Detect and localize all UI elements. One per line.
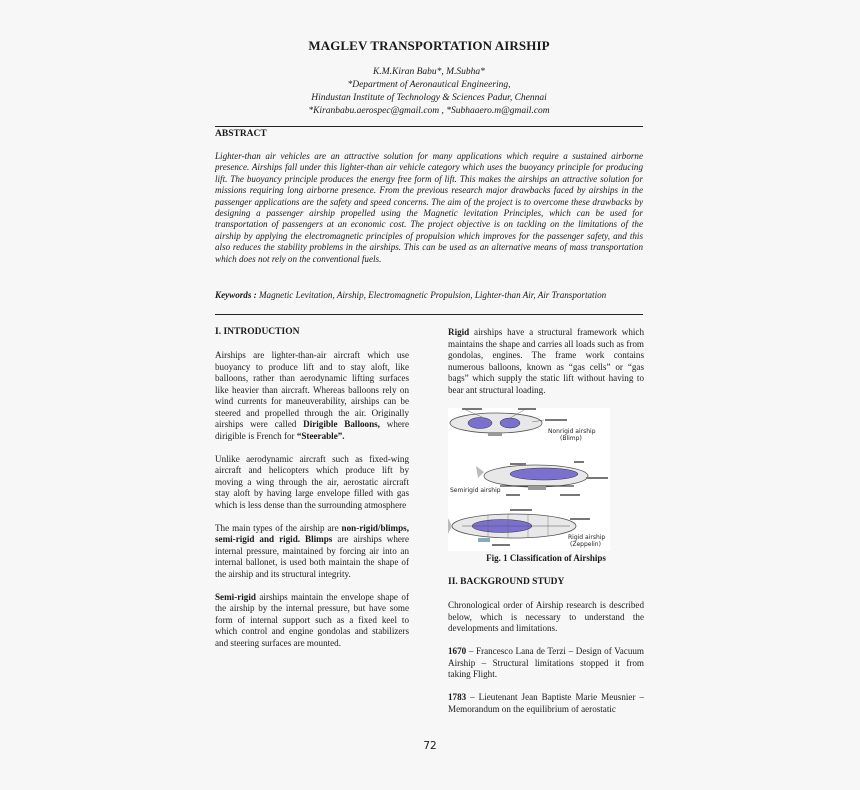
intro-paragraph-4: Semi-rigid airships maintain the envelope shape of the airship by the internal pressure, but have some form of internal support such as a fixed keel to which control and engine gondolas and stabilizers and steering surfaces are mounted. [215, 591, 409, 648]
abstract-body: Lighter-than air vehicles are an attractive solution for many applications which require a sustained airborne presence. Airships fall under this lighter-than air vehicle category which uses the buoyancy principle for producing lift. The buoyancy principle produces the energy free form of lift. This makes the airships an attractive solution for missions requiring long airborne presence. From the previous research major drawbacks faced by airships in the passenger applications are the safety and speed concerns. The aim of the project is to overcome these drawbacks by designing a passenger airship propelled using the Magnetic levitation Principles, which can be used for transportation of passengers at an economic cost. The project objective is on tackling on the limitations of the airship by applying the electromagnetic principles of propulsion which improves for the passenger safety, and this also reduces the stability problems in the airships. This can be used as an alternative means of mass transportation which does not rely on the conventional fuels. [215, 151, 643, 264]
page-number: 72 [423, 740, 437, 752]
keywords-text: Magnetic Levitation, Airship, Electromagnetic Propulsion, Lighter-than Air, Air Transportation [256, 290, 607, 300]
section-heading-background: II. BACKGROUND STUDY [448, 577, 565, 587]
rigid-sublabel: (Zeppelin) [570, 540, 601, 548]
intro-paragraph-2: Unlike aerodynamic aircraft such as fixed-wing aircraft and helicopters which produce lift by moving a wing through the air, aerostatic aircraft stay aloft by having large envelope filled with gas which is less dense than the surrounding atmosphere [215, 453, 409, 510]
section-heading-introduction: I. INTRODUCTION [215, 327, 300, 337]
airship-classification-figure [448, 408, 610, 551]
nonrigid-sublabel: (Blimp) [560, 434, 582, 442]
nonrigid-label: Nonrigid airship [548, 427, 596, 435]
keywords-line [215, 290, 643, 301]
background-entry-1783: 1783 – Lieutenant Jean Baptiste Marie Meusnier – Memorandum on the equilibrium of aerostatic [448, 692, 644, 714]
rigid-paragraph: Rigid airships have a structural framework which maintains the shape and carries all loads such as from gondolas, engines. The frame work contains numerous balloons, known as “gas cells” or “gas bags” which supply the static lift without having to bear ant structural loading. [448, 327, 644, 395]
right-column [448, 327, 644, 727]
author-names: K.M.Kiran Babu*, M.Subha* [373, 67, 485, 77]
abstract-heading: ABSTRACT [215, 129, 267, 139]
paper-title: MAGLEV TRANSPORTATION AIRSHIP [308, 38, 550, 53]
semirigid-label: Semirigid airship [450, 486, 501, 494]
intro-paragraph-3: The main types of the airship are non-rigid/blimps, semi-rigid and rigid. Blimps are airships where internal pressure, maintained by forcing air into an internal ballonet, is used both maintain the shape of the airship and its structural integrity. [215, 522, 409, 579]
abstract-top-rule [215, 126, 643, 127]
keywords-label: Keywords : [215, 290, 257, 300]
left-column [215, 327, 409, 661]
rigid-label: Rigid airship [568, 533, 606, 541]
affiliation-department: *Department of Aeronautical Engineering, [347, 80, 511, 90]
author-block [215, 66, 643, 118]
keywords-bottom-rule [215, 314, 643, 315]
background-paragraph-1: Chronological order of Airship research is described below, which is necessary to understand the developments and limitations. [448, 600, 644, 633]
figure-caption: Fig. 1 Classification of Airships [486, 552, 606, 563]
affiliation-institute: Hindustan Institute of Technology & Sciences Padur, Chennai [311, 93, 547, 103]
intro-paragraph-1: Airships are lighter-than-air aircraft which use buoyancy to produce lift and to stay aloft, like balloons, rather than aerodynamic lifting surfaces like heavier than aircraft. Whereas balloons rely on wind currents for maneuverability, airships can be steered and propelled through the air. Originally airships were called Dirigible Balloons, where dirigible is French for “Steerable”. [215, 350, 409, 441]
background-entry-1670: 1670 – Francesco Lana de Terzi – Design of Vacuum Airship – Structural limitations stopped it from taking Flight. [448, 646, 644, 679]
author-emails: *Kiranbabu.aerospec@gmail.com , *Subhaaero.m@gmail.com [308, 106, 550, 116]
airship-diagram [448, 408, 610, 551]
